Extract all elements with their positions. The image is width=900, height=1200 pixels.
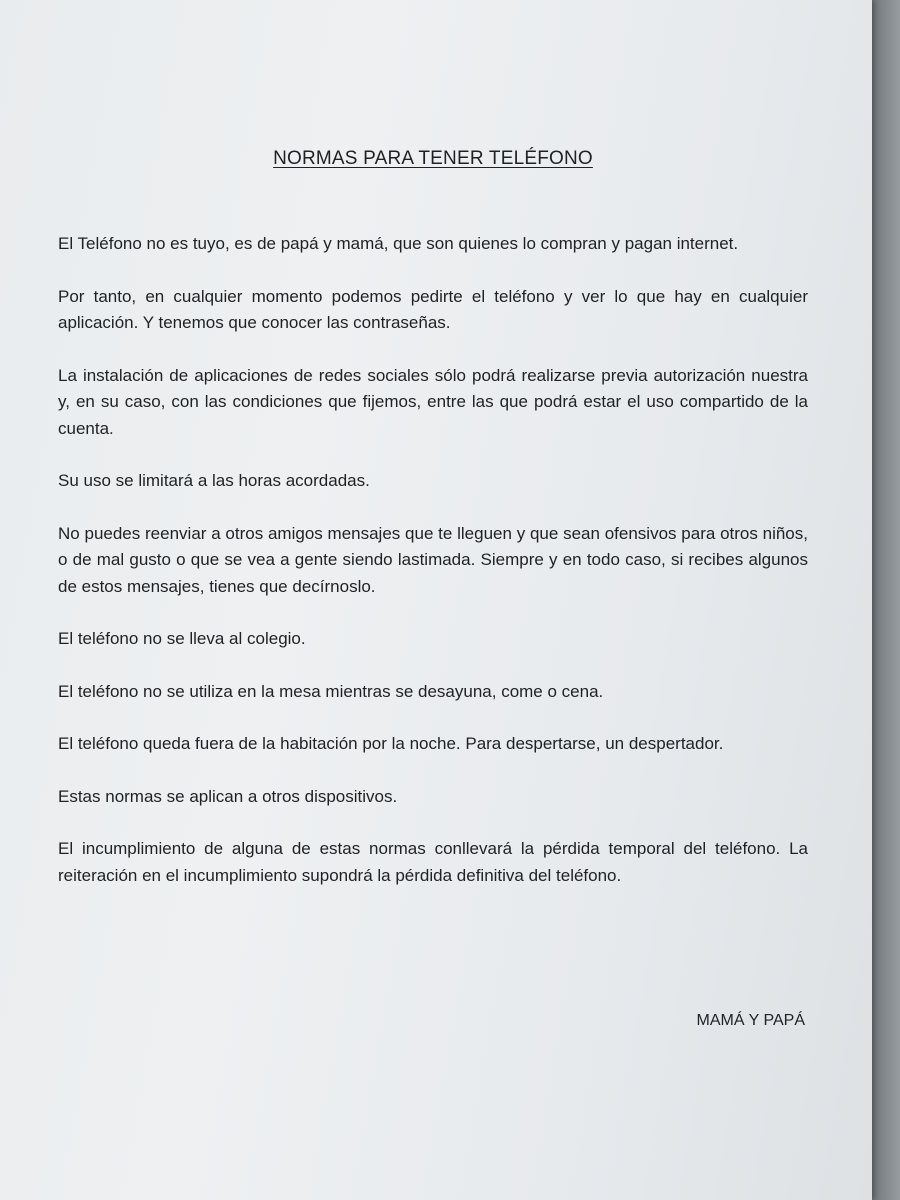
rule-paragraph: Por tanto, en cualquier momento podemos pedirte el teléfono y ver lo que hay en cualquier aplicación. Y tenemos que conocer las contraseñas. [58,286,808,332]
rule-paragraph: El Teléfono no es tuyo, es de papá y mamá, que son quienes lo compran y pagan internet. [58,234,739,253]
rule-paragraph: El teléfono no se lleva al colegio. [58,629,306,648]
document-title: NORMAS PARA TENER TELÉFONO [273,148,593,169]
table-background [870,0,900,1200]
rule-paragraph: El incumplimiento de alguna de estas normas conllevará la pérdida temporal del teléfono. La reiteración en el incumplimiento supondrá la pérdida definitiva del teléfono. [58,839,808,885]
rule-paragraph: El teléfono no se utiliza en la mesa mientras se desayuna, come o cena. [58,681,604,701]
rule-paragraph: No puedes reenviar a otros amigos mensajes que te lleguen y que sean ofensivos para otros niños, o de mal gusto o que se vea a gente siendo lastimada. Siempre y en todo caso, si recibes algunos de estos mensajes, tienes que decírnoslo. [58,523,808,596]
rules-list [58,231,808,915]
signature: MAMÁ Y PAPÁ [696,1012,805,1029]
rule-paragraph: El teléfono queda fuera de la habitación por la noche. Para despertarse, un despertador. [58,734,724,753]
rule-paragraph: La instalación de aplicaciones de redes sociales sólo podrá realizarse previa autorización nuestra y, en su caso, con las condiciones que fijemos, entre las que podrá estar el uso compartido de la cuenta. [58,365,808,438]
rule-paragraph: Su uso se limitará a las horas acordadas. [58,471,370,490]
rule-paragraph: Estas normas se aplican a otros dispositivos. [58,786,398,806]
